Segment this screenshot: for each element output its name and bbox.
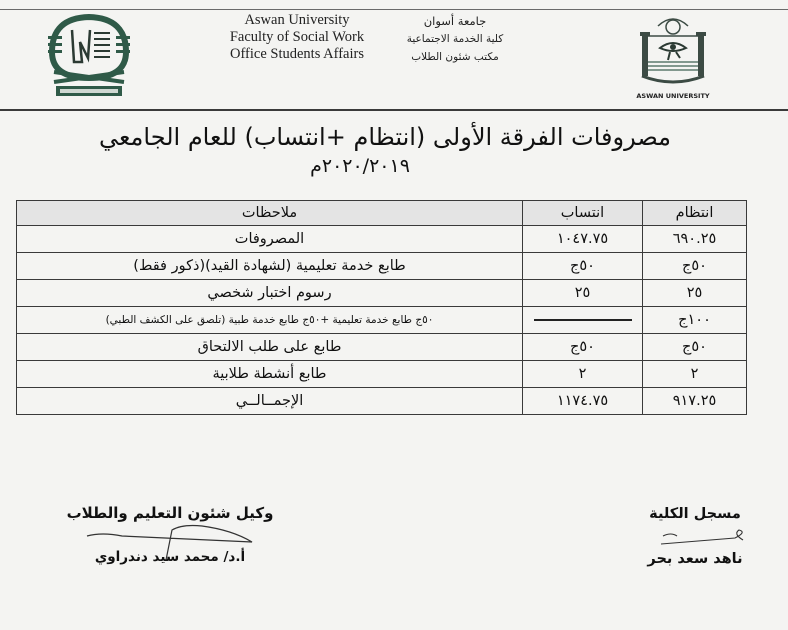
cell-regular: ٢	[643, 361, 747, 388]
university-emblem-caption: ASWAN UNIVERSITY	[636, 92, 710, 100]
english-office-name: Office Students Affairs	[230, 46, 364, 62]
registrar-name: ناهد سعد بحر	[647, 551, 743, 567]
empty-value-dash	[534, 319, 632, 321]
table-row	[17, 307, 747, 334]
english-university-name: Aswan University	[244, 12, 350, 28]
faculty-emblem-icon	[44, 12, 134, 98]
university-emblem-icon	[636, 14, 710, 100]
english-header	[222, 12, 372, 63]
table-row	[17, 226, 747, 253]
table-row	[17, 280, 747, 307]
table-row	[17, 361, 747, 388]
fees-table	[16, 200, 747, 415]
table-header-row	[17, 201, 747, 226]
vice-dean-title: وكيل شئون التعليم والطلاب	[66, 504, 274, 522]
table-row	[17, 253, 747, 280]
cell-affiliation: ٥٠ج	[523, 334, 643, 361]
cell-regular: ٢٥	[643, 280, 747, 307]
cell-affiliation: ٢	[523, 361, 643, 388]
cell-regular: ١٠٠ج	[643, 307, 747, 334]
cell-affiliation-total: ١١٧٤.٧٥	[523, 388, 643, 415]
cell-notes: طابع أنشطة طلابية	[17, 361, 523, 388]
university-emblem-graphic	[636, 14, 710, 88]
registrar-signature-icon	[655, 528, 755, 550]
cell-affiliation	[523, 307, 643, 334]
cell-regular: ٦٩٠.٢٥	[643, 226, 747, 253]
arabic-header	[400, 12, 510, 66]
page-title: مصروفات الفرقة الأولى (انتظام +انتساب) للعام الجامعي	[98, 123, 672, 151]
cell-notes: المصروفات	[17, 226, 523, 253]
cell-regular-total: ٩١٧.٢٥	[643, 388, 747, 415]
english-faculty-name: Faculty of Social Work	[229, 29, 365, 45]
cell-notes: طابع خدمة تعليمية (لشهادة القيد)(ذكور فقط)	[17, 253, 523, 280]
cell-notes: ٥٠ج طابع خدمة تعليمية +٥٠ج طابع خدمة طبية (تلصق على الكشف الطبي)	[17, 307, 523, 334]
arabic-faculty-name: كلية الخدمة الاجتماعية	[406, 33, 504, 45]
arabic-university-name: جامعة أسوان	[423, 14, 487, 28]
arabic-office-name: مكتب شئون الطلاب	[411, 51, 499, 63]
cell-affiliation: ٢٥	[523, 280, 643, 307]
column-header-notes: ملاحظات	[17, 201, 523, 226]
table-total-row	[17, 388, 747, 415]
cell-notes-total: الإجمــالــي	[17, 388, 523, 415]
header-bottom-rule	[0, 109, 788, 111]
cell-notes: طابع على طلب الالتحاق	[17, 334, 523, 361]
cell-affiliation: ١٠٤٧.٧٥	[523, 226, 643, 253]
cell-affiliation: ٥٠ج	[523, 253, 643, 280]
cell-notes: رسوم اختبار شخصي	[17, 280, 523, 307]
vice-dean-name: أ.د/ محمد سيد دندراوي	[94, 549, 246, 565]
academic-year: ٢٠٢٠/٢٠١٩م	[310, 155, 410, 177]
cell-regular: ٥٠ج	[643, 334, 747, 361]
column-header-affiliation: انتساب	[523, 201, 643, 226]
cell-regular: ٥٠ج	[643, 253, 747, 280]
table-row	[17, 334, 747, 361]
column-header-regular: انتظام	[643, 201, 747, 226]
header-top-rule	[0, 9, 788, 10]
registrar-title: مسجل الكلية	[649, 506, 741, 522]
